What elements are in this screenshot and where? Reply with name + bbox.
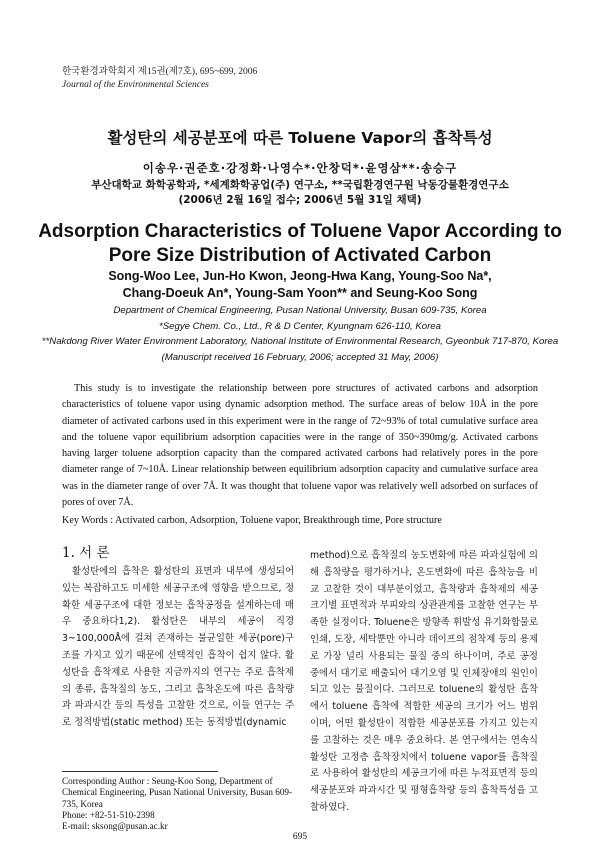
- page-number: 695: [292, 832, 308, 842]
- english-title-line1: Adsorption Characteristics of Toluene Vapor According to: [38, 221, 562, 242]
- intro-paragraph-right: method)으로 흡착질의 농도변화에 따른 파과실험에 의해 흡착량을 평가하거나, 온도변화에 따른 흡착능을 비교 고찰한 것이 대부분이었고, 흡착량과 흡착제의 세공크기별 표면적과 부피와의 상관관계를 고찰한 연구는 부족한 실정이다. Toluene은 방향족 휘발성 유기화합물로 인쇄, 도장, 세탁뿐만 아니라 데이프의 점착제 등의 용제로 가장 널리 사용되는 물질 중의 하나이며, 주로 공정 중에서 대기로 배출되어 대기오염 및 인체장애의 원인이 되고 있는 물질이다. 그러므로 toluene의 활성탄 흡착에서 toluene 흡착에 적합한 세공의 크기가 어느 범위이며, 어떤 활성탄이 적합한 세공분포를 가지고 있는지를 고찰하는 것은 매우 중요하다. 본 연구에서는 연속식 활성탄 고정층 흡착장치에서 toluene vapor를 흡착질로 사용하여 활성탄의 세공크기에 따른 누적표면적 등의 세공분포와 파과시간 및 평형흡착량 등의 흡착특성을 고찰하였다.: [310, 550, 538, 813]
- korean-affiliation: 부산대학교 화학공학과, *세계화학공업(주) 연구소, **국립환경연구원 낙동강물환경연구소: [91, 179, 509, 191]
- intro-left-column: [62, 544, 294, 732]
- journal-citation: 한국환경과학회지 제15권(제7호), 695~699, 2006: [62, 67, 258, 77]
- english-title: [0, 220, 600, 268]
- intro-right-column: [310, 548, 538, 817]
- manuscript-dates: (Manuscript received 16 February, 2006; accepted 31 May, 2006): [161, 351, 439, 363]
- abstract: This study is to investigate the relationship between pore structures of activated carbons and adsorption characteristics of toluene vapor using dynamic adsorption method. The surface areas of below 10Å in the pore diameter of activated carbons used in this experiment were in the range of 72~93% of total cumulative surface area and the toluene vapor equilibrium adsorption capacities were in the range of 350~390mg/g. Activated carbons having larger toluene adsorption capacity than the compared activated carbons had relatively pores in the pore diameter range of 7~10Å. Linear relationship between equilibrium adsorption capacity and cumulative surface area was in the diameter range of over 7Å. It was thought that toluene vapor was relatively well adsorbed on surfaces of pores of over 7Å.: [62, 383, 538, 509]
- journal-name: Journal of the Environmental Sciences: [62, 80, 209, 90]
- section-heading: 1. 서 론: [62, 545, 110, 561]
- footnote-author: Corresponding Author : Seung-Koo Song, Department of Chemical Engineering, Pusan National University, Busan 609-735, Korea: [62, 776, 293, 809]
- affiliation-1: Department of Chemical Engineering, Pusan National University, Busan 609-735, Korea: [113, 305, 487, 316]
- intro-paragraph-left: 활성탄에의 흡착은 활성탄의 표면과 내부에 생성되어 있는 복잡하고도 미세한 세공구조에 영향을 받으므로, 정확한 세공구조에 대한 정보는 흡착공정을 설계하는데 매우 중요하다1,2). 활성탄은 내부의 세공이 직경 3~100,000Å에 걸쳐 존재하는 불균일한 세공(pore)구조를 가지고 있기 때문에 선택적인 흡착이 쉽지 않다. 활성탄을 흡착제로 사용한 지금까지의 연구는 주로 흡착제의 종류, 흡착질의 농도, 그리고 흡착온도에 따른 흡착량과 파과시간 등의 특성을 고찰한 것으로, 이들 연구는 주로 정적방법(static method) 또는 동적방법(dynamic: [62, 566, 294, 729]
- english-affiliations: [0, 303, 600, 365]
- korean-dates: (2006년 2월 16일 접수; 2006년 5월 31일 채택): [178, 194, 422, 206]
- footnote-phone: Phone: +82-51-510-2398: [62, 809, 155, 820]
- english-authors-line1: Song-Woo Lee, Jun-Ho Kwon, Jeong-Hwa Kang, Young-Soo Na*,: [108, 269, 492, 283]
- keywords: Key Words : Activated carbon, Adsorption, Toluene vapor, Breakthrough time, Pore structure: [62, 515, 442, 526]
- english-title-line2: Pore Size Distribution of Activated Carbon: [108, 245, 492, 266]
- footnote-email: E-mail: sksong@pusan.ac.kr: [62, 821, 168, 832]
- corresponding-author-footnote: [62, 776, 294, 832]
- english-authors: [0, 268, 600, 302]
- english-authors-line2: Chang-Doeuk An*, Young-Sam Yoon** and Seung-Koo Song: [122, 286, 478, 300]
- korean-authors: 이송우·권준호·강정화·나영수*·안창덕*·윤영삼**·송승구: [142, 161, 458, 175]
- footnote-rule: [62, 771, 218, 772]
- affiliation-3: **Nakdong River Water Environment Laboratory, National Institute of Environmental Research, Gyeonbuk 717-870, Korea: [41, 336, 559, 347]
- journal-header: [62, 66, 257, 92]
- korean-title: 활성탄의 세공분포에 따른 Toluene Vapor의 흡착특성: [107, 129, 493, 147]
- affiliation-2: *Segye Chem. Co., Ltd., R & D Center, Kyungnam 626-110, Korea: [159, 320, 441, 332]
